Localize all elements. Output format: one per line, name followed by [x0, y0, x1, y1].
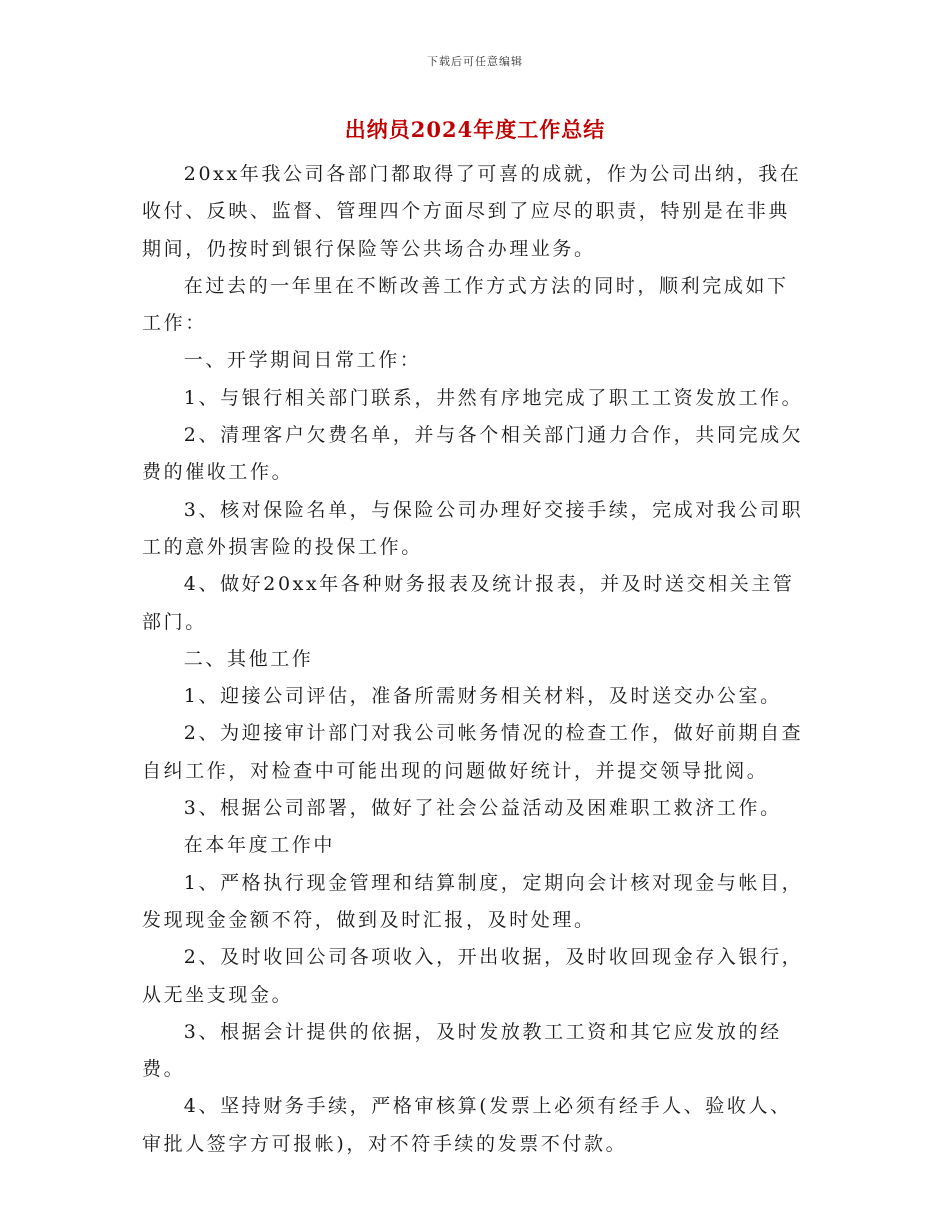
list-item: 2、为迎接审计部门对我公司帐务情况的检查工作，做好前期自查自纠工作，对检查中可能出现的问题做好统计，并提交领导批阅。: [142, 722, 804, 782]
section-heading: 一、开学期间日常工作：: [183, 349, 422, 372]
list-item: 4、做好20xx年各种财务报表及统计报表，并及时送交相关主管部门。: [142, 573, 795, 633]
document-title: 出纳员2024年度工作总结: [344, 117, 606, 142]
list-item: 3、根据会计提供的依据，及时发放教工工资和其它应发放的经费。: [142, 1020, 782, 1081]
list-item: 1、严格执行现金管理和结算制度，定期向会计核对现金与帐目，发现现金金额不符，做到及时汇报，及时处理。: [142, 871, 804, 931]
list-item: 3、根据公司部署，做好了社会公益活动及困难职工救济工作。: [183, 797, 782, 820]
list-item: 1、与银行相关部门联系，井然有序地完成了职工工资发放工作。: [183, 386, 804, 409]
section-heading: 二、其他工作: [183, 647, 314, 670]
list-item: 2、清理客户欠费名单，并与各个相关部门通力合作，共同完成欠费的催收工作。: [142, 424, 804, 484]
document-body: [142, 156, 808, 1163]
paragraph: 20xx年我公司各部门都取得了可喜的成就，作为公司出纳，我在收付、反映、监督、管理四个方面尽到了应尽的职责，特别是在非典期间，仍按时到银行保险等公共场合办理业务。: [142, 163, 802, 260]
list-item: 4、坚持财务手续，严格审核算(发票上必须有经手人、验收人、审批人签字方可报帐)，对不符手续的发票不付款。: [142, 1095, 792, 1155]
header-note: 下载后可任意编辑: [427, 55, 523, 68]
section-heading: 在本年度工作中: [183, 834, 335, 857]
paragraph: 在过去的一年里在不断改善工作方式方法的同时，顺利完成如下工作：: [142, 274, 789, 335]
list-item: 1、迎接公司评估，准备所需财务相关材料，及时送交办公室。: [183, 685, 782, 708]
list-item: 2、及时收回公司各项收入，开出收据，及时收回现金存入银行，从无坐支现金。: [142, 946, 804, 1006]
list-item: 3、核对保险名单，与保险公司办理好交接手续，完成对我公司职工的意外损害险的投保工作。: [142, 498, 804, 558]
